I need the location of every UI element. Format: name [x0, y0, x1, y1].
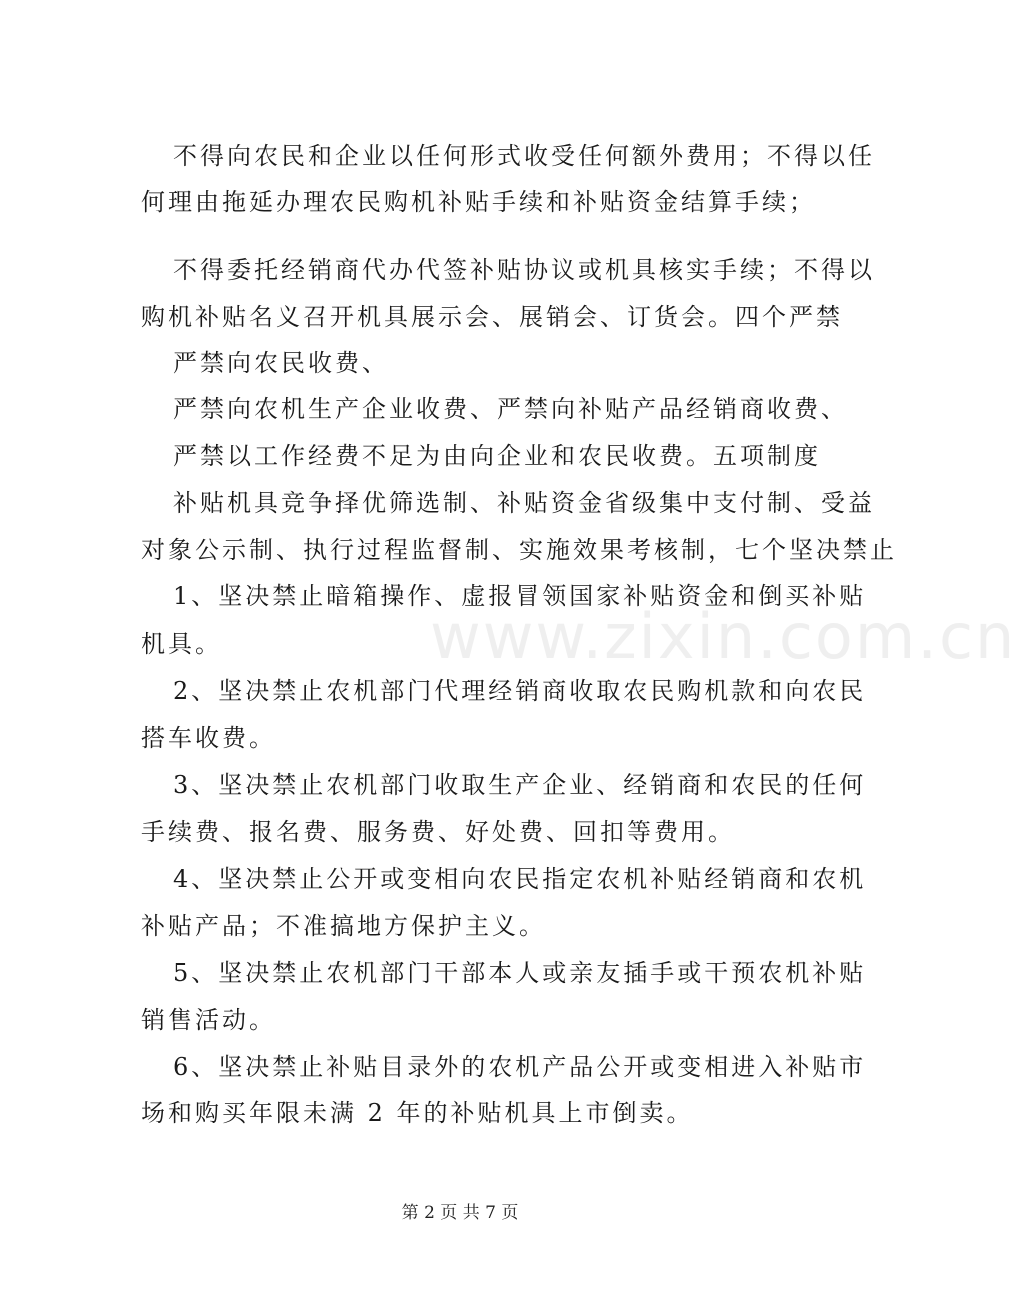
- text-line: 不得委托经销商代办代签补贴协议或机具核实手续；不得以: [173, 256, 875, 284]
- text-line: 3、坚决禁止农机部门收取生产企业、经销商和农民的任何: [173, 771, 867, 799]
- text-line: 补贴机具竞争择优筛选制、补贴资金省级集中支付制、受益: [173, 489, 875, 517]
- text-line: 购机补贴名义召开机具展示会、展销会、订货会。四个严禁: [141, 303, 843, 331]
- text-line: 1、坚决禁止暗箱操作、虚报冒领国家补贴资金和倒买补贴: [173, 582, 867, 610]
- text-line: 严禁向农民收费、: [173, 349, 389, 377]
- text-line: 场和购买年限未满 2 年的补贴机具上市倒卖。: [141, 1099, 694, 1127]
- text-line: 搭车收费。: [141, 724, 276, 752]
- text-line: 严禁以工作经费不足为由向企业和农民收费。五项制度: [173, 442, 821, 470]
- text-line: 不得向农民和企业以任何形式收受任何额外费用；不得以任: [173, 142, 875, 170]
- text-line: 严禁向农机生产企业收费、严禁向补贴产品经销商收费、: [173, 395, 848, 423]
- text-line: 销售活动。: [141, 1006, 276, 1034]
- text-line: 机具。: [141, 630, 222, 658]
- text-line: 补贴产品；不准搞地方保护主义。: [141, 912, 546, 940]
- page-footer: 第 2 页 共 7 页: [401, 1203, 519, 1223]
- text-line: 对象公示制、执行过程监督制、实施效果考核制，七个坚决禁止: [141, 536, 897, 564]
- text-line: 5、坚决禁止农机部门干部本人或亲友插手或干预农机补贴: [173, 959, 867, 987]
- text-line: 何理由拖延办理农民购机补贴手续和补贴资金结算手续；: [141, 188, 816, 216]
- text-line: 手续费、报名费、服务费、好处费、回扣等费用。: [141, 818, 735, 846]
- text-line: 6、坚决禁止补贴目录外的农机产品公开或变相进入补贴市: [173, 1053, 867, 1081]
- watermark: www.zixin.com.cn: [430, 600, 1016, 673]
- text-line: 2、坚决禁止农机部门代理经销商收取农民购机款和向农民: [173, 677, 867, 705]
- text-line: 4、坚决禁止公开或变相向农民指定农机补贴经销商和农机: [173, 865, 867, 893]
